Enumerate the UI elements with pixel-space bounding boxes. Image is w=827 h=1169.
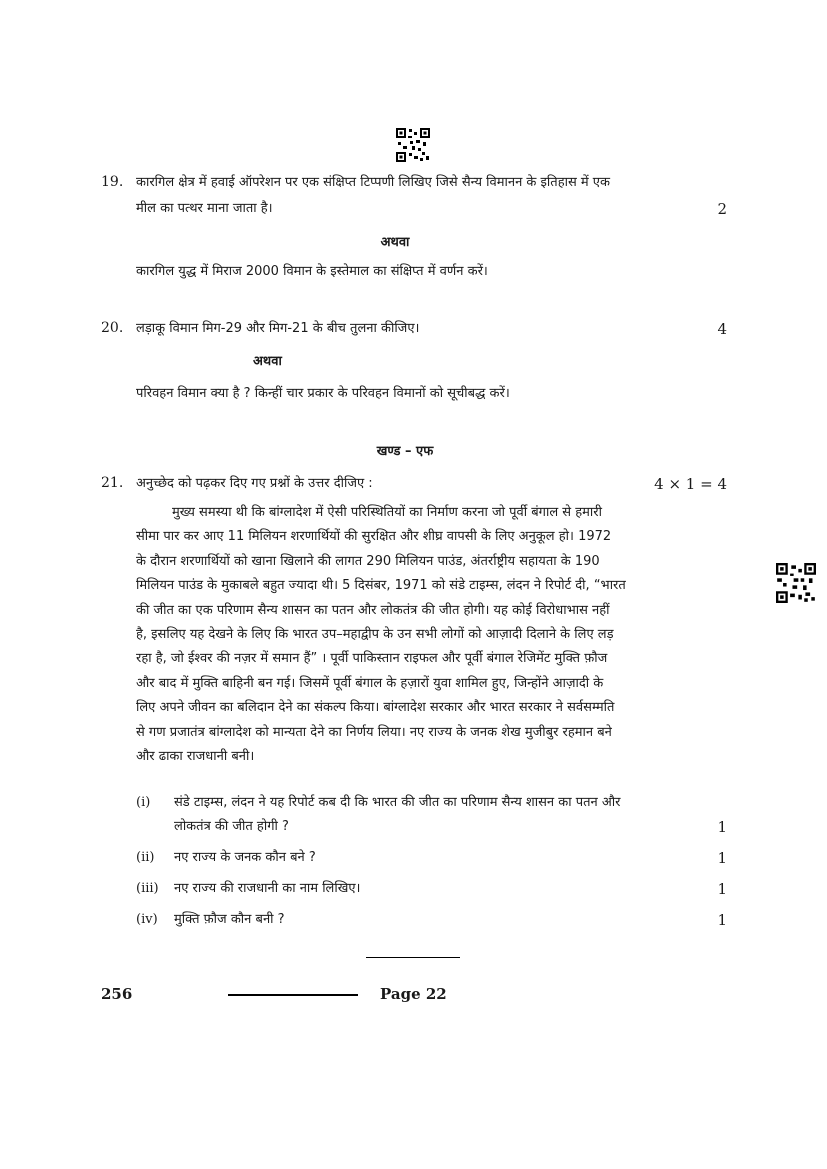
subq-text: नए राज्य के जनक कौन बने ?	[174, 850, 316, 865]
q19-text-line2: मील का पत्थर माना जाता है।	[136, 201, 273, 216]
q19-text-line1: कारगिल क्षेत्र में हवाई ऑपरेशन पर एक संक्षिप्त टिप्पणी लिखिए जिसे सैन्य विमानन के इतिहास में एक	[136, 175, 610, 190]
subq-label: (i)	[136, 795, 151, 810]
end-rule	[366, 957, 460, 958]
q21-number: 21.	[101, 475, 124, 491]
passage-line: और ढाका राजधानी बनी।	[136, 749, 255, 765]
q21-marks: 4 × 1 = 4	[654, 475, 727, 493]
q19-or-label: अथवा	[380, 235, 410, 250]
q21-passage	[136, 501, 726, 769]
subq-text: संडे टाइम्स, लंदन ने यह रिपोर्ट कब दी कि भारत की जीत का परिणाम सैन्य शासन का पतन और	[174, 795, 621, 810]
q19-marks: 2	[717, 200, 727, 218]
passage-line: और बाद में मुक्ति बाहिनी बन गई। जिसमें पूर्वी बंगाल के हज़ारों युवा शामिल हुए, जिन्होंने आज़ादी के	[136, 675, 604, 691]
q20-number: 20.	[101, 320, 124, 336]
q21-instruction: अनुच्छेद को पढ़कर दिए गए प्रश्नों के उत्तर दीजिए :	[136, 476, 373, 491]
q20-or-label: अथवा	[253, 354, 282, 369]
q19-number: 19.	[101, 174, 124, 190]
subq-marks: 1	[717, 911, 727, 929]
footer-code: 256	[101, 985, 133, 1003]
passage-line: है, इसलिए यह देखने के लिए कि भारत उप–महाद्वीप के उन सभी लोगों को आज़ादी दिलाने के लिए लड़	[136, 627, 614, 643]
subq-text: मुक्ति फ़ौज कौन बनी ?	[174, 912, 285, 927]
subq-marks: 1	[717, 880, 727, 898]
subq-label: (iv)	[136, 912, 158, 927]
subq-label: (iii)	[136, 881, 159, 896]
subq-marks: 1	[717, 849, 727, 867]
passage-line: से गण प्रजातंत्र बांग्लादेश को मान्यता देने का निर्णय लिया। नए राज्य के जनक शेख मुजीबुर रहमान बने	[136, 724, 612, 740]
passage-line: की जीत का एक परिणाम सैन्य शासन का पतन और लोकतंत्र की जीत होगी। यह कोई विरोधाभास नहीं	[136, 602, 610, 618]
passage-line: मिलियन पाउंड के मुकाबले बहुत ज्यादा थी। 5 दिसंबर, 1971 को संडे टाइम्स, लंदन ने रिपोर्ट दी, “भारत	[136, 578, 626, 594]
passage-line: रहा है, जो ईश्वर की नज़र में समान हैं” । पूर्वी पाकिस्तान राइफल और पूर्वी बंगाल रेजिमेंट मुक्ति फ़ौज	[136, 651, 608, 667]
q20-text: लड़ाकू विमान मिग-29 और मिग-21 के बीच तुलना कीजिए।	[136, 321, 420, 336]
subq-label: (ii)	[136, 850, 155, 865]
passage-line: सीमा पार कर आए 11 मिलियन शरणार्थियों की सुरक्षित और शीघ्र वापसी के लिए अनुकूल हो। 1972	[136, 529, 612, 545]
passage-line: मुख्य समस्या थी कि बांग्लादेश में ऐसी परिस्थितियों का निर्माण करना जो पूर्वी बंगाल से हमारी	[172, 505, 602, 520]
q20-marks: 4	[717, 320, 727, 338]
footer-rule	[228, 994, 358, 996]
passage-line: के दौरान शरणार्थियों को खाना खिलाने की लागत 290 मिलियन पाउंड, अंतर्राष्ट्रीय सहायता के 190	[136, 553, 600, 569]
q19-alt-text: कारगिल युद्ध में मिराज 2000 विमान के इस्तेमाल का संक्षिप्त में वर्णन करें।	[136, 264, 488, 279]
subq-marks: 1	[717, 818, 727, 836]
subq-text: नए राज्य की राजधानी का नाम लिखिए।	[174, 881, 361, 896]
section-title: खण्ड – एफ	[376, 444, 434, 459]
qr-code-top	[396, 128, 430, 162]
qr-code-side	[776, 563, 816, 603]
q20-alt-text: परिवहन विमान क्या है ? किन्हीं चार प्रकार के परिवहन विमानों को सूचीबद्ध करें।	[136, 386, 510, 401]
subq-text: लोकतंत्र की जीत होगी ?	[174, 819, 289, 834]
passage-line: लिए अपने जीवन का बलिदान देने का संकल्प किया। बांग्लादेश सरकार और भारत सरकार ने सर्वसम्मति	[136, 700, 615, 716]
footer-page: Page 22	[380, 985, 447, 1003]
